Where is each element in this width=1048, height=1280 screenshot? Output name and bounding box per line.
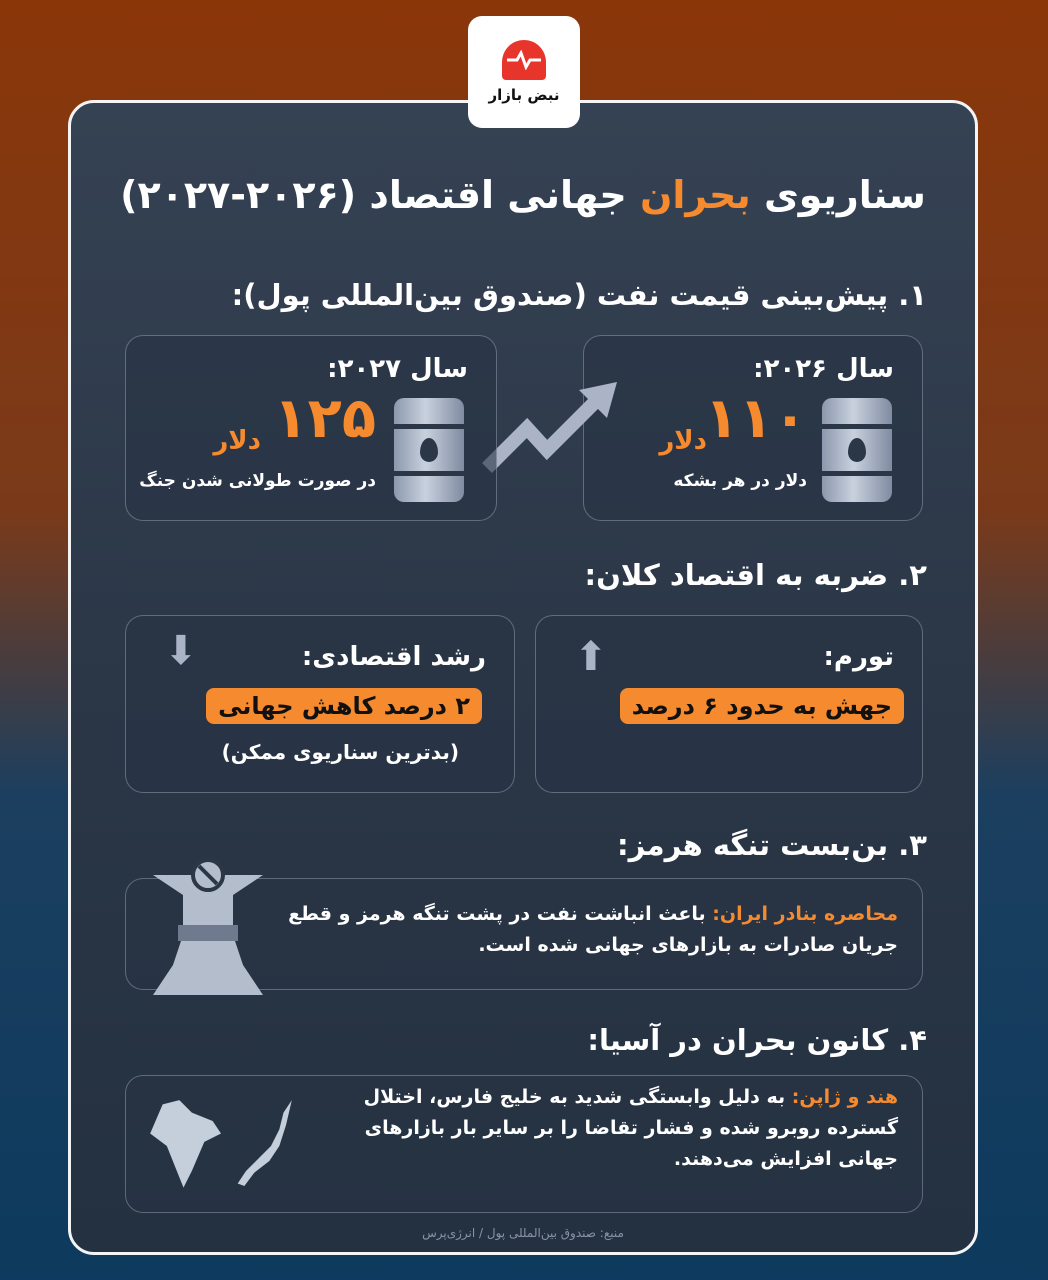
title-part: سناریوی: [750, 173, 926, 217]
section4-heading: ۴. کانون بحران در آسیا:: [587, 1023, 927, 1057]
asia-body: به دلیل وابستگی شدید به خلیج فارس، اختلال گسترده روبرو شده و فشار تقاضا را بر سایر بار بازارهای جهانی افزایش می‌دهند.: [363, 1086, 898, 1170]
arrow-down-icon: ⬇: [164, 628, 198, 674]
year-label: سال ۲۰۲۷:: [327, 354, 468, 384]
growth-box: [125, 615, 515, 793]
price-unit: دلار: [659, 426, 707, 456]
price-note: دلار در هر بشکه: [673, 471, 807, 491]
oil-barrel-icon: [394, 398, 464, 502]
title-highlight: بحران: [639, 173, 751, 217]
trend-up-arrow-icon: [479, 378, 619, 478]
inflation-box: [535, 615, 923, 793]
pulse-icon: [502, 40, 546, 80]
infographic-card: [68, 100, 978, 1255]
page-title: [71, 173, 975, 217]
growth-value: ۲ درصد کاهش جهانی: [206, 688, 482, 724]
source-note: منبع: صندوق بین‌المللی پول / انرژی‌پرس: [422, 1226, 624, 1240]
section2-heading: ۲. ضربه به اقتصاد کلان:: [584, 558, 927, 592]
hormuz-lead: محاصره بنادر ایران:: [712, 903, 898, 925]
asia-text: [313, 1082, 898, 1175]
india-japan-map-icon: [146, 1086, 296, 1206]
hormuz-body: باعث انباشت نفت در پشت تنگه هرمز و قطع جریان صادرات به بازارهای جهانی شده است.: [288, 903, 898, 956]
brand-name: نبض بازار: [488, 86, 560, 104]
title-part: جهانی اقتصاد (۲۰۲۶-۲۰۲۷): [120, 173, 640, 217]
year-label: سال ۲۰۲۶:: [753, 354, 894, 384]
blocked-strait-icon: [153, 855, 263, 995]
brand-logo: [468, 16, 580, 128]
section3-heading: ۳. بن‌بست تنگه هرمز:: [616, 828, 927, 862]
price-value: ۱۲۵: [273, 386, 376, 451]
growth-note: (بدترین سناریوی ممکن): [221, 740, 459, 764]
section1-heading: ۱. پیش‌بینی قیمت نفت (صندوق بین‌المللی پول):: [231, 278, 927, 312]
oil-barrel-icon: [822, 398, 892, 502]
price-unit: دلار: [213, 426, 261, 456]
oil-2026-box: [583, 335, 923, 521]
hormuz-text: [288, 899, 898, 961]
arrow-up-icon: ⬆: [574, 634, 608, 680]
growth-label: رشد اقتصادی:: [301, 642, 486, 672]
oil-2027-box: [125, 335, 497, 521]
price-note: در صورت طولانی شدن جنگ: [139, 471, 376, 491]
asia-lead: هند و ژاپن:: [791, 1086, 898, 1108]
asia-box: [125, 1075, 923, 1213]
price-value: ۱۱۰: [704, 386, 807, 451]
inflation-label: تورم:: [823, 642, 894, 672]
inflation-value: جهش به حدود ۶ درصد: [620, 688, 904, 724]
